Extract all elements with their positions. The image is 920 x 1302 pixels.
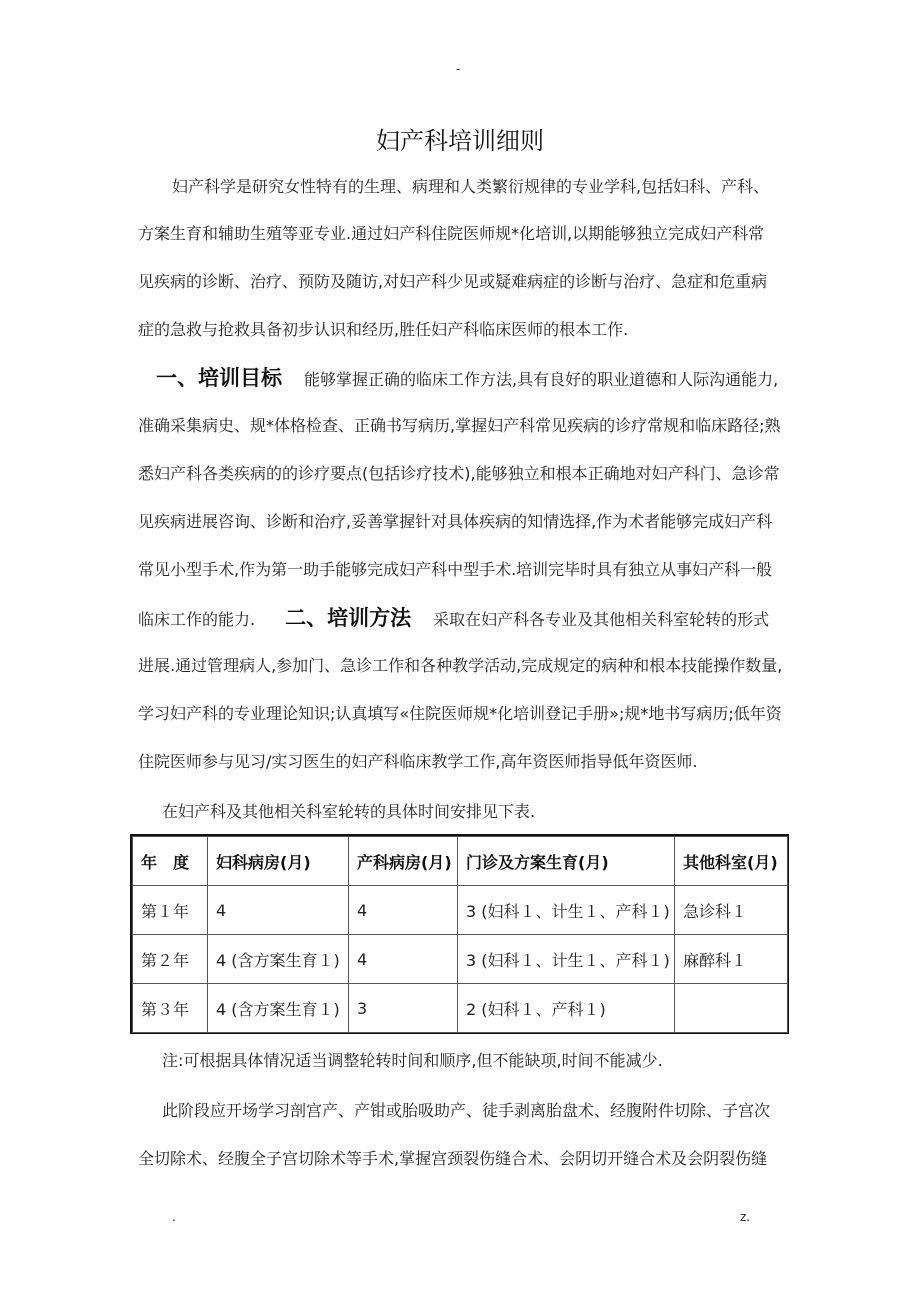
section1-last-line: 临床工作的能力. — [138, 610, 256, 629]
page-title: 妇产科培训细则 — [376, 127, 544, 155]
table-row — [133, 984, 788, 1033]
table-cell: 2 (妇科１、产科１) — [458, 984, 675, 1033]
intro-line: 见疾病的诊断、治疗、预防及随访,对妇产科少见或疑难病症的诊断与治疗、急症和危重病 — [138, 272, 768, 291]
section1-heading-line — [156, 368, 778, 390]
intro-line: 方案生育和辅助生殖等亚专业.通过妇产科住院医师规*化培训,以期能够独立完成妇产科常 — [138, 224, 765, 243]
section1-line: 常见小型手术,作为第一助手能够完成妇产科中型手术.培训完毕时具有独立从事妇产科一般 — [138, 560, 773, 579]
section2-line: 进展.通过管理病人,参加门、急诊工作和各种教学活动,完成规定的病种和根本技能操作数量, — [138, 656, 783, 675]
section2-line: 学习妇产科的专业理论知识;认真填写«住院医师规*化培训登记手册»;规*地书写病历;低年资 — [138, 704, 782, 723]
table-cell: 4 — [208, 886, 349, 935]
section1-heading: 一、培训目标 — [156, 366, 282, 390]
section2-first-line: 采取在妇产科各专业及其他相关科室轮转的形式 — [433, 610, 770, 629]
closing-line: 此阶段应开场学习剖宫产、产钳或胎吸助产、徒手剥离胎盘术、经腹附件切除、子宫次 — [162, 1101, 771, 1120]
table-cell: 3 (妇科１、计生１、产科１) — [458, 935, 675, 984]
intro-line: 妇产科学是研究女性特有的生理、病理和人类繁衍规律的专业学科,包括妇科、产科、 — [172, 177, 770, 196]
table-row — [133, 886, 788, 935]
table-header-cell: 产科病房(月) — [349, 837, 458, 886]
table-header-cell: 妇科病房(月) — [208, 837, 349, 886]
table-header-cell: 年 度 — [133, 837, 208, 886]
table-row — [133, 935, 788, 984]
rotation-table — [130, 834, 789, 1034]
table-cell: 第３年 — [133, 984, 208, 1033]
footer-left-mark: . — [172, 1210, 176, 1224]
section2-heading-line — [138, 608, 769, 630]
table-cell: 4 — [349, 886, 458, 935]
table-cell: 麻醉科１ — [675, 935, 788, 984]
footer-right-mark: z. — [740, 1210, 751, 1224]
section1-line: 悉妇产科各类疾病的的诊疗要点(包括诊疗技术),能够独立和根本正确地对妇产科门、急诊常 — [138, 464, 780, 483]
table-cell — [675, 984, 788, 1033]
table-cell: 4 — [349, 935, 458, 984]
table-cell: 第１年 — [133, 886, 208, 935]
section1-first-line: 能够掌握正确的临床工作方法,具有良好的职业道德和人际沟通能力, — [304, 370, 779, 389]
section2-heading: 二、培训方法 — [285, 606, 412, 630]
closing-line: 全切除术、经腹全子宫切除术等手术,掌握宫颈裂伤缝合术、会阴切开缝合术及会阴裂伤缝 — [138, 1149, 768, 1168]
table-cell: 3 — [349, 984, 458, 1033]
table-cell: 急诊科１ — [675, 886, 788, 935]
section1-line: 见疾病进展咨询、诊断和治疗,妥善掌握针对具体疾病的知情选择,作为术者能够完成妇产科 — [138, 512, 773, 531]
table-intro: 在妇产科及其他相关科室轮转的具体时间安排见下表. — [162, 802, 536, 821]
section1-line: 准确采集病史、规*体格检查、正确书写病历,掌握妇产科常见疾病的诊疗常规和临床路径;熟 — [138, 416, 781, 435]
header-mark: - — [456, 62, 461, 76]
table-cell: 第２年 — [133, 935, 208, 984]
table-header-cell: 门诊及方案生育(月) — [458, 837, 675, 886]
table-cell: 3 (妇科１、计生１、产科１) — [458, 886, 675, 935]
section2-line: 住院医师参与见习/实习医生的妇产科临床教学工作,高年资医师指导低年资医师. — [138, 752, 698, 771]
table-cell: 4 (含方案生育１) — [208, 935, 349, 984]
intro-line: 症的急救与抢救具备初步认识和经历,胜任妇产科临床医师的根本工作. — [138, 320, 629, 339]
table-note: 注:可根据具体情况适当调整轮转时间和顺序,但不能缺项,时间不能减少. — [162, 1051, 663, 1070]
table-header-row — [133, 837, 788, 886]
table-header-cell: 其他科室(月) — [675, 837, 788, 886]
table-cell: 4 (含方案生育１) — [208, 984, 349, 1033]
